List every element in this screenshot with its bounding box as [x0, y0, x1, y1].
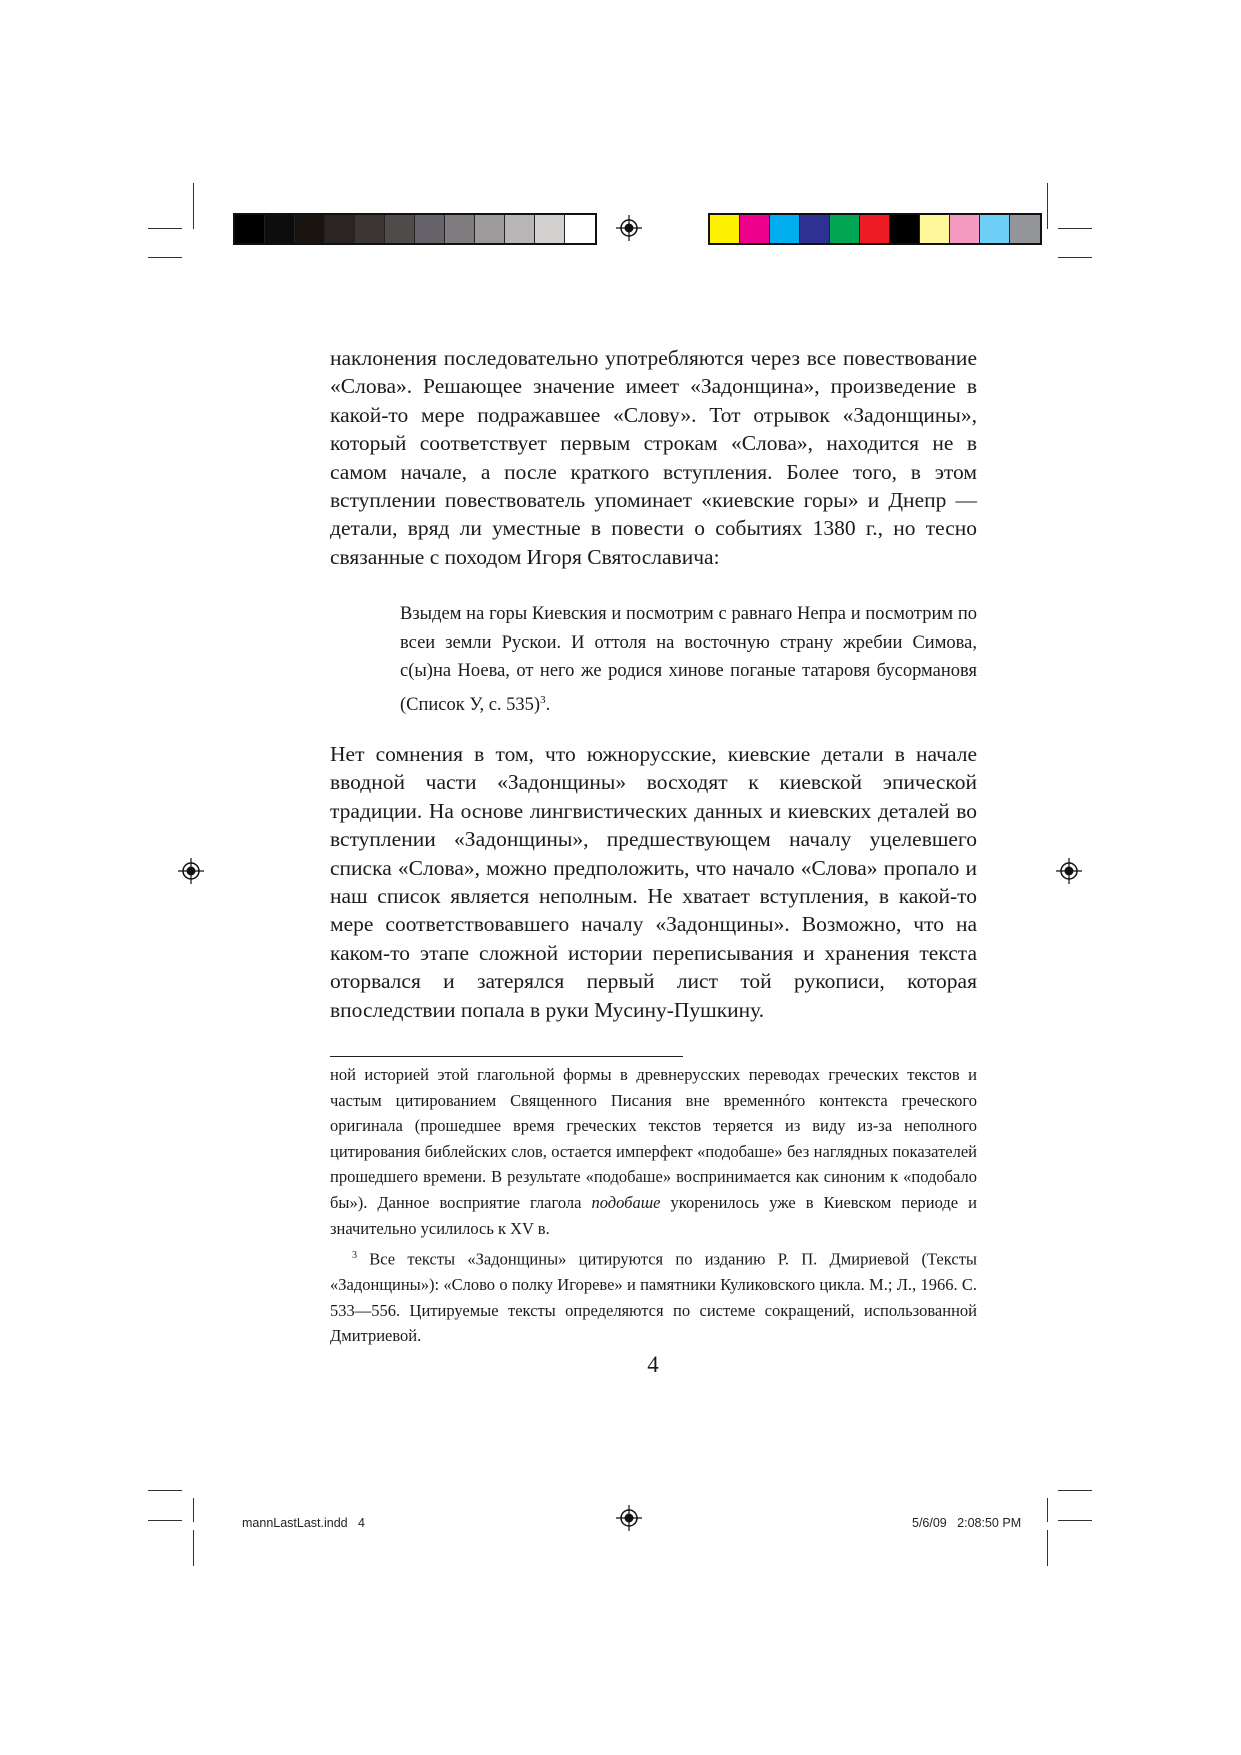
color-swatch [710, 215, 740, 243]
footnote-3 [330, 1243, 977, 1349]
crop-mark [1047, 1530, 1048, 1566]
color-swatch [1010, 215, 1040, 243]
page-number: 4 [647, 1352, 659, 1377]
footnote-ref: 3 [540, 693, 546, 706]
color-swatch [830, 215, 860, 243]
color-swatch [265, 215, 295, 243]
color-calibration-bar [708, 213, 1042, 245]
footnote-continuation [330, 1062, 977, 1241]
registration-mark-icon [616, 215, 642, 241]
color-swatch [950, 215, 980, 243]
crop-mark [148, 228, 182, 229]
color-swatch [535, 215, 565, 243]
color-swatch [800, 215, 830, 243]
footnote-separator [330, 1056, 683, 1057]
footnote-text: ной историей этой глагольной формы в древнерусских переводах греческих текстов и частым цитированием Священного Писания вне временнóго контекста греческого оригинала (прошедшее время греческих текстов теряется из виду из-за неполного цитирования библейских слов, остается имперфект «подобаше» без наглядных показателей прошедшего времени. В результате «подобаше» воспринимается как синоним к «подобало бы»). Данное восприятие глагола [330, 1065, 977, 1212]
crop-mark [1047, 183, 1048, 229]
color-swatch [740, 215, 770, 243]
color-swatch [295, 215, 325, 243]
slug-datetime: 5/6/09 2:08:50 PM [912, 1516, 1022, 1530]
crop-mark [1058, 257, 1092, 258]
color-swatch [920, 215, 950, 243]
footnotes [330, 1062, 977, 1349]
crop-mark [148, 257, 182, 258]
color-swatch [355, 215, 385, 243]
footnote-italic: подобаше [591, 1192, 661, 1212]
registration-mark-icon [616, 1505, 642, 1531]
paragraph-text: наклонения последовательно употребляются через все повествование «Слова». Решающее значение имеет «Задонщина», произведение в какой-то мере подражавшее «Слову». Тот отрывок «Задонщины», который соответствует первым строкам «Слова», находится не в самом начале, а после краткого вступления. Более того, в этом вступлении повествователь упоминает «киевские горы» и Днепр — детали, вряд ли уместные в повести о событиях 1380 г., но тесно связанные с походом Игоря Святославича: [330, 346, 977, 569]
color-swatch [385, 215, 415, 243]
paragraph-text: Нет сомнения в том, что южнорусские, киевские детали в начале вводной части «Задонщины» восходят к киевской эпической традиции. На основе лингвистических данных и киевских деталей во вступлении «Задонщины», предшествующем началу уцелевшего списка «Слова», можно предположить, что начало «Слова» пропало и наш список является неполным. Не хватает вступления, в какой-то мере соответствовавшего началу «Задонщины». Возможно, что на каком-то этапе сложной истории переписывания и хранения текста оторвался и затерялся первый лист той рукописи, которая впоследствии попала в руки Мусину-Пушкину. [330, 742, 977, 1022]
crop-mark [148, 1520, 182, 1521]
color-swatch [770, 215, 800, 243]
crop-mark [193, 183, 194, 229]
color-swatch [325, 215, 355, 243]
crop-mark [148, 1490, 182, 1491]
grayscale-calibration-bar [233, 213, 597, 245]
body-paragraph-1 [330, 344, 977, 571]
crop-mark [1058, 1490, 1092, 1491]
color-swatch [415, 215, 445, 243]
registration-mark-icon [1056, 858, 1082, 884]
color-swatch [980, 215, 1010, 243]
quote-end: . [545, 694, 551, 715]
crop-mark [193, 1498, 194, 1522]
color-swatch [860, 215, 890, 243]
crop-mark [1058, 1520, 1092, 1521]
quote-text: Взыдем на горы Киевския и посмотрим с равнаго Непра и посмотрим по всеи земли Рускои. И оттоля на восточную страну жребии Симова, с(ы)на Ноева, от него же родися хинове поганые татаровя бусормановя (Список У, с. 535) [400, 604, 977, 715]
color-swatch [505, 215, 535, 243]
footnote-text: укоренилось уже в Киевском периоде и значительно усилилось к XV в. [330, 1192, 977, 1238]
footnote-number: 3 [352, 1250, 357, 1262]
color-swatch [445, 215, 475, 243]
block-quote [400, 600, 977, 720]
footnote-text: Все тексты «Задонщины» цитируются по изданию Р. П. Дмириевой (Тексты «Задонщины»): «Слово о полку Игореве» и памятники Куликовского цикла. М.; Л., 1966. С. 533—556. Цитируемые тексты определяются по системе сокращений, использованной Дмитриевой. [330, 1249, 977, 1346]
slug-filename: mannLastLast.indd 4 [242, 1516, 365, 1530]
color-swatch [235, 215, 265, 243]
crop-mark [1058, 228, 1092, 229]
registration-mark-icon [178, 858, 204, 884]
crop-mark [1047, 1498, 1048, 1522]
body-paragraph-2 [330, 740, 977, 1024]
color-swatch [890, 215, 920, 243]
crop-mark [193, 1530, 194, 1566]
color-swatch [565, 215, 595, 243]
color-swatch [475, 215, 505, 243]
